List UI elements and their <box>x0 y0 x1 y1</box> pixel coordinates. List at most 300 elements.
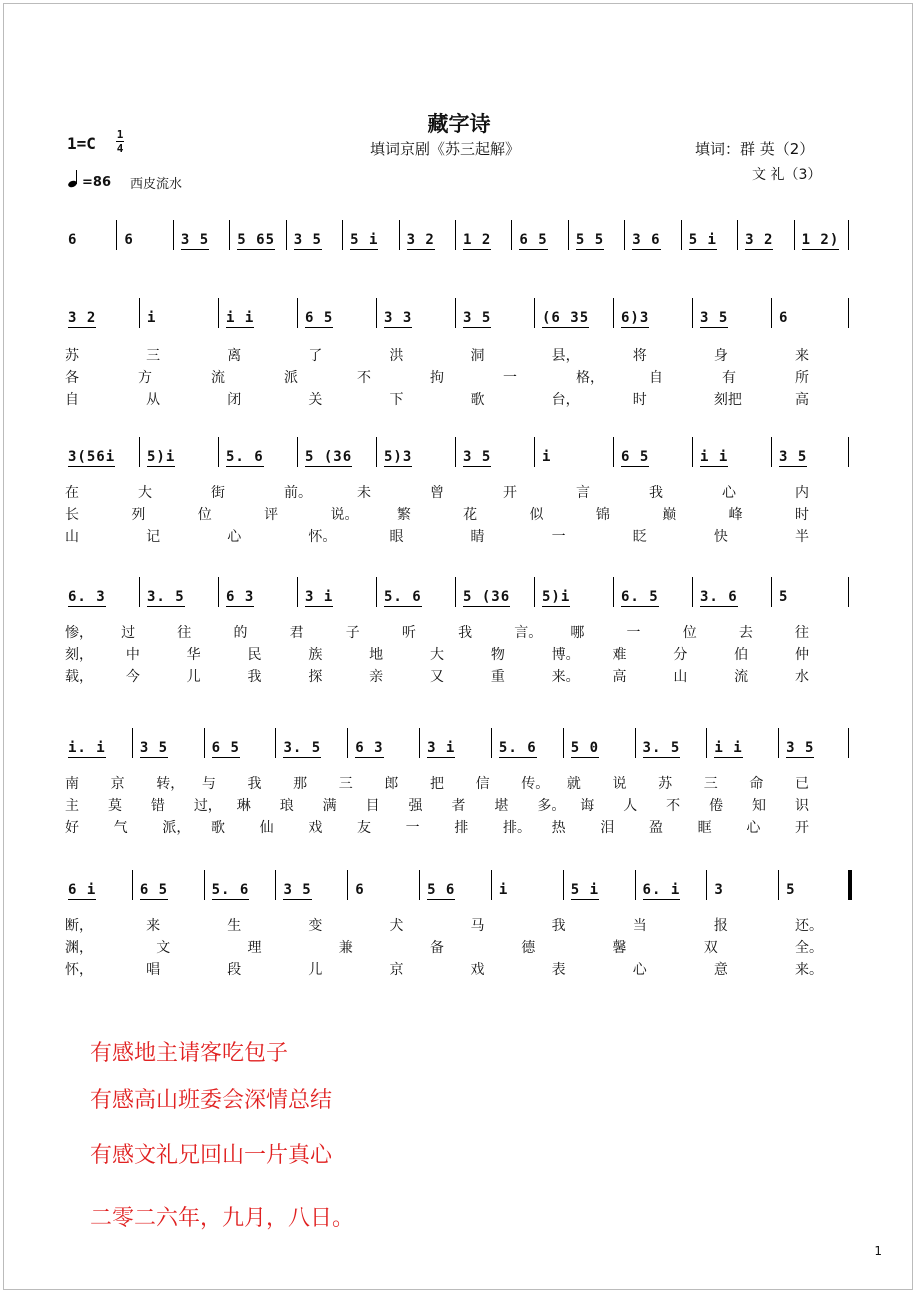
lyric-line <box>65 937 855 957</box>
lyric-syllable: 京 <box>389 962 404 978</box>
lyric-syllable: 眼 <box>389 529 404 545</box>
barline <box>771 437 772 467</box>
lyric-syllable: 难 <box>612 647 627 663</box>
measure-notes: 5)i <box>542 589 571 605</box>
measure-notes: 6 <box>779 310 789 326</box>
lyric-syllable: 者 <box>451 798 466 814</box>
lyric-syllable: 位 <box>197 507 212 523</box>
measure-notes: 5 <box>786 882 796 898</box>
lyric-syllable: 我 <box>247 776 262 792</box>
barline <box>347 870 348 900</box>
lyric-syllable: 族 <box>308 647 323 663</box>
lyric-syllable: 的 <box>233 625 248 641</box>
lyric-syllable: 过 <box>121 625 136 641</box>
lyric-syllable: 时 <box>632 392 647 408</box>
lyric-line <box>65 915 855 935</box>
barline <box>342 220 343 250</box>
lyric-syllable: 传。 <box>521 776 550 792</box>
lyric-syllable: 热 <box>551 820 566 836</box>
lyric-syllable: 已 <box>795 776 809 792</box>
lyric-line <box>65 345 855 365</box>
lyric-line <box>65 482 855 502</box>
measure-notes: 5)i <box>147 449 176 465</box>
lyric-syllable: 怀。 <box>308 529 337 545</box>
lyric-syllable: 位 <box>682 625 697 641</box>
lyric-syllable: 德 <box>521 940 536 956</box>
lyric-syllable: 洪 <box>389 348 404 364</box>
lyric-syllable: 文 <box>156 940 171 956</box>
lyric-syllable: 信 <box>475 776 490 792</box>
measure-notes: 6 <box>124 232 134 248</box>
lyric-syllable: 地 <box>369 647 384 663</box>
lyric-syllable: 多。 <box>537 798 566 814</box>
time-signature <box>116 129 124 154</box>
measure-notes: i <box>147 310 157 326</box>
measure-notes: 6 5 <box>139 882 169 898</box>
measure-notes: 6 <box>68 232 78 248</box>
lyric-syllable: 来 <box>795 348 809 364</box>
lyric-syllable: 曾 <box>430 485 444 501</box>
lyric-syllable: 一 <box>503 370 517 386</box>
lyric-syllable: 三 <box>146 348 161 364</box>
lyric-line <box>65 622 855 642</box>
lyric-syllable: 怀， <box>65 962 93 978</box>
barline <box>297 298 298 328</box>
barline <box>848 437 849 467</box>
lyric-syllable: 琳 <box>236 798 251 814</box>
lyric-syllable: 命 <box>749 776 764 792</box>
lyric-syllable: 全。 <box>795 940 823 956</box>
barline <box>778 728 779 758</box>
measure-notes: (6 35 <box>542 310 590 326</box>
lyric-syllable: 儿 <box>186 669 201 685</box>
lyric-syllable: 山 <box>673 669 688 685</box>
measure-notes: 3. 5 <box>147 589 185 605</box>
tempo-marking <box>68 170 111 190</box>
barline <box>347 728 348 758</box>
annotation-3: 有感文礼兄回山一片真心 <box>90 1143 333 1168</box>
lyric-syllable: 主 <box>65 798 79 814</box>
lyric-syllable: 高 <box>612 669 627 685</box>
lyric-syllable: 子 <box>345 625 360 641</box>
lyric-syllable: 物 <box>490 647 505 663</box>
measure-notes: 3 i <box>427 740 456 756</box>
lyric-syllable: 仙 <box>259 820 274 836</box>
song-subtitle: 填词京剧《苏三起解》 <box>370 140 521 158</box>
lyric-syllable: 心 <box>227 529 242 545</box>
lyric-syllable: 歌 <box>470 392 485 408</box>
lyric-syllable: 表 <box>551 962 566 978</box>
lyric-syllable: 那 <box>293 776 308 792</box>
lyric-syllable: 在 <box>65 485 79 501</box>
lyric-line <box>65 644 855 664</box>
measure-notes: 3 2 <box>406 232 435 248</box>
barline <box>173 220 174 250</box>
lyric-syllable: 把 <box>430 776 444 792</box>
lyric-syllable: 快 <box>713 529 728 545</box>
lyric-syllable: 过， <box>193 798 222 814</box>
lyric-syllable: 排。 <box>503 820 531 836</box>
barline <box>534 577 535 607</box>
barline <box>399 220 400 250</box>
barline <box>455 577 456 607</box>
lyric-syllable: 犬 <box>389 918 404 934</box>
barline <box>139 577 140 607</box>
measure-notes: 1 2 <box>463 232 492 248</box>
lyric-syllable: 眶 <box>697 820 712 836</box>
lyric-syllable: 中 <box>125 647 140 663</box>
measure-notes: 5)3 <box>384 449 413 465</box>
measure-notes: 5 0 <box>570 740 600 756</box>
lyricist-line-2: 文 礼（3） <box>752 167 822 183</box>
barline <box>848 220 849 250</box>
barline <box>563 870 564 900</box>
barline <box>376 577 377 607</box>
lyric-syllable: 分 <box>673 647 688 663</box>
lyric-syllable: 诲 <box>580 798 595 814</box>
measure-notes: 6 <box>355 882 365 898</box>
measure-notes: 5 i <box>688 232 717 248</box>
barline <box>139 298 140 328</box>
measure-notes: 5 5 <box>575 232 605 248</box>
lyric-syllable: 渊， <box>65 940 93 956</box>
lyric-syllable: 今 <box>125 669 140 685</box>
measure-notes: 6 i <box>68 882 97 898</box>
lyric-syllable: 盈 <box>649 820 663 836</box>
lyric-syllable: 歌 <box>211 820 225 836</box>
barline <box>692 437 693 467</box>
lyric-syllable: 戏 <box>308 820 323 836</box>
lyric-syllable: 了 <box>308 348 323 364</box>
measure-notes: 3 2 <box>68 310 97 326</box>
barline <box>737 220 738 250</box>
barline <box>297 577 298 607</box>
lyric-syllable: 堪 <box>494 798 509 814</box>
lyric-syllable: 派， <box>162 820 191 836</box>
barline <box>624 220 625 250</box>
lyric-syllable: 一 <box>405 820 420 836</box>
lyric-syllable: 又 <box>430 669 444 685</box>
measure-notes: 3. 5 <box>642 740 681 756</box>
measure-notes: 5. 6 <box>384 589 422 605</box>
lyric-line <box>65 959 855 979</box>
quarter-note-icon <box>68 170 82 188</box>
lyric-syllable: 生 <box>227 918 242 934</box>
barline <box>419 870 420 900</box>
page-number: 1 <box>874 1244 882 1258</box>
lyric-syllable: 刻把 <box>713 392 742 408</box>
lyric-syllable: 京 <box>110 776 125 792</box>
lyric-syllable: 格， <box>576 370 604 386</box>
barline <box>218 437 219 467</box>
lyric-syllable: 理 <box>247 940 262 956</box>
measure-notes: 3 i <box>305 589 334 605</box>
lyric-syllable: 台， <box>551 392 580 408</box>
measure-notes: 3 5 <box>293 232 322 248</box>
barline <box>534 298 535 328</box>
lyric-syllable: 流 <box>211 370 225 386</box>
measure-notes: 3 5 <box>779 449 808 465</box>
lyric-syllable: 锦 <box>595 507 610 523</box>
lyric-syllable: 倦 <box>709 798 724 814</box>
lyric-syllable: 说。 <box>330 507 359 523</box>
barline <box>275 728 276 758</box>
lyric-syllable: 双 <box>703 940 718 956</box>
measure-notes: 3 6 <box>632 232 661 248</box>
lyric-syllable: 将 <box>632 348 647 364</box>
lyric-syllable: 往 <box>795 625 809 641</box>
lyric-syllable: 言 <box>576 485 590 501</box>
measure-notes: 5 (36 <box>305 449 353 465</box>
meter-top: 1 <box>116 128 124 141</box>
lyric-syllable: 马 <box>470 918 485 934</box>
measure-notes: 5 6 <box>427 882 456 898</box>
annotation-4: 二零二六年，九月，八日。 <box>90 1206 355 1231</box>
lyric-syllable: 戏 <box>470 962 485 978</box>
lyric-syllable: 高 <box>795 392 809 408</box>
lyric-syllable: 断， <box>65 918 93 934</box>
barline <box>204 870 205 900</box>
barline <box>771 577 772 607</box>
lyric-syllable: 还。 <box>795 918 823 934</box>
measure-notes: 3 5 <box>180 232 210 248</box>
lyric-syllable: 一 <box>551 529 566 545</box>
lyric-syllable: 来。 <box>795 962 823 978</box>
lyric-syllable: 目 <box>365 798 380 814</box>
lyric-syllable: 街 <box>211 485 225 501</box>
measure-notes: 5. 6 <box>498 740 537 756</box>
barline <box>692 577 693 607</box>
barline <box>455 298 456 328</box>
lyric-syllable: 人 <box>623 798 638 814</box>
lyric-syllable: 关 <box>308 392 323 408</box>
lyric-syllable: 身 <box>713 348 728 364</box>
barline <box>613 437 614 467</box>
lyric-syllable: 睛 <box>470 529 485 545</box>
lyric-syllable: 与 <box>201 776 216 792</box>
lyric-syllable: 报 <box>713 918 728 934</box>
barline <box>132 728 133 758</box>
measure-notes: 3 5 <box>283 882 312 898</box>
barline <box>635 870 636 900</box>
barline <box>706 870 707 900</box>
annotation-1: 有感地主请客吃包子 <box>90 1041 289 1066</box>
barline <box>794 220 795 250</box>
lyric-syllable: 琅 <box>279 798 294 814</box>
lyric-syllable: 儿 <box>308 962 323 978</box>
lyric-syllable: 当 <box>632 918 647 934</box>
barline <box>218 298 219 328</box>
lyric-syllable: 错 <box>150 798 165 814</box>
barline <box>491 728 492 758</box>
lyric-syllable: 南 <box>65 776 79 792</box>
barline <box>229 220 230 250</box>
measure-notes: 3 <box>714 882 724 898</box>
measure-notes: 3(56i <box>68 449 116 465</box>
barline <box>681 220 682 250</box>
lyric-syllable: 似 <box>529 507 544 523</box>
measure-notes: i i <box>714 740 743 756</box>
barline <box>132 870 133 900</box>
lyric-syllable: 伯 <box>734 647 749 663</box>
barline <box>455 437 456 467</box>
lyric-syllable: 兼 <box>338 940 353 956</box>
lyric-syllable: 我 <box>458 625 473 641</box>
lyric-syllable: 言。 <box>514 625 543 641</box>
lyric-syllable: 自 <box>649 370 663 386</box>
lyric-syllable: 仲 <box>795 647 809 663</box>
measure-notes: 3 2 <box>745 232 774 248</box>
lyric-syllable: 自 <box>65 392 79 408</box>
lyric-syllable: 哪 <box>570 625 585 641</box>
lyric-syllable: 繁 <box>396 507 411 523</box>
lyric-syllable: 好 <box>65 820 79 836</box>
barline <box>297 437 298 467</box>
lyric-syllable: 强 <box>408 798 423 814</box>
lyric-line <box>65 773 855 793</box>
lyric-syllable: 县， <box>551 348 580 364</box>
barline <box>563 728 564 758</box>
barline <box>635 728 636 758</box>
lyric-syllable: 各 <box>65 370 79 386</box>
lyric-syllable: 有 <box>722 370 736 386</box>
style-marking: 西皮流水 <box>130 177 183 192</box>
lyric-syllable: 来。 <box>551 669 580 685</box>
lyric-syllable: 离 <box>227 348 242 364</box>
measure-notes: 6)3 <box>621 310 650 326</box>
lyric-line <box>65 504 855 524</box>
measure-notes: 1 2) <box>801 232 840 248</box>
barline <box>511 220 512 250</box>
lyric-syllable: 半 <box>795 529 809 545</box>
lyric-syllable: 前。 <box>284 485 312 501</box>
final-barline <box>848 870 852 900</box>
measure-notes: 5. 6 <box>226 449 264 465</box>
measure-notes: 3 5 <box>139 740 169 756</box>
lyric-syllable: 亲 <box>369 669 384 685</box>
lyric-syllable: 列 <box>131 507 146 523</box>
key-signature: 1=C <box>67 134 96 153</box>
lyric-syllable: 流 <box>734 669 749 685</box>
lyric-syllable: 大 <box>430 647 444 663</box>
lyric-syllable: 排 <box>454 820 469 836</box>
lyric-syllable: 心 <box>746 820 761 836</box>
lyric-line <box>65 367 855 387</box>
measure-notes: 6 5 <box>305 310 334 326</box>
measure-notes: i. i <box>68 740 106 756</box>
lyric-syllable: 备 <box>430 940 444 956</box>
lyric-syllable: 唱 <box>146 962 161 978</box>
measure-notes: 3 5 <box>463 449 492 465</box>
lyric-syllable: 就 <box>566 776 581 792</box>
lyric-syllable: 开 <box>503 485 517 501</box>
lyric-line <box>65 389 855 409</box>
lyric-syllable: 气 <box>113 820 128 836</box>
staff-row <box>60 220 855 290</box>
lyric-syllable: 大 <box>138 485 152 501</box>
measure-notes: 5 <box>779 589 789 605</box>
measure-notes: 6 5 <box>211 740 240 756</box>
lyric-syllable: 记 <box>146 529 161 545</box>
measure-notes: 5 i <box>570 882 600 898</box>
measure-notes: 6 3 <box>226 589 255 605</box>
barline <box>692 298 693 328</box>
lyric-syllable: 评 <box>264 507 279 523</box>
lyric-syllable: 派 <box>284 370 298 386</box>
lyric-syllable: 博。 <box>551 647 580 663</box>
lyric-syllable: 山 <box>65 529 79 545</box>
annotation-2: 有感高山班委会深情总结 <box>90 1088 333 1113</box>
barline <box>218 577 219 607</box>
lyric-syllable: 三 <box>703 776 718 792</box>
lyric-syllable: 识 <box>795 798 809 814</box>
lyric-syllable: 探 <box>308 669 323 685</box>
lyric-syllable: 泪 <box>600 820 615 836</box>
lyric-syllable: 民 <box>247 647 262 663</box>
lyric-syllable: 方 <box>138 370 152 386</box>
barline <box>204 728 205 758</box>
lyric-syllable: 段 <box>227 962 242 978</box>
lyric-syllable: 眨 <box>632 529 647 545</box>
barline <box>568 220 569 250</box>
lyric-syllable: 友 <box>357 820 371 836</box>
measure-notes: 5 65 <box>237 232 275 248</box>
lyric-syllable: 刻， <box>65 647 93 663</box>
lyric-syllable: 往 <box>177 625 192 641</box>
lyric-syllable: 我 <box>551 918 566 934</box>
lyric-syllable: 我 <box>649 485 663 501</box>
lyric-syllable: 重 <box>490 669 505 685</box>
lyric-syllable: 洞 <box>470 348 485 364</box>
lyric-syllable: 时 <box>795 507 809 523</box>
lyric-syllable: 变 <box>308 918 323 934</box>
lyric-syllable: 不 <box>357 370 371 386</box>
song-title: 藏字诗 <box>427 112 491 136</box>
lyric-syllable: 长 <box>65 507 79 523</box>
barline <box>139 437 140 467</box>
barline <box>706 728 707 758</box>
lyric-syllable: 心 <box>722 485 736 501</box>
measure-notes: 3 5 <box>700 310 729 326</box>
measure-notes: 6. 5 <box>621 589 659 605</box>
lyric-syllable: 闭 <box>227 392 242 408</box>
measure-notes: 3. 6 <box>700 589 738 605</box>
lyric-syllable: 峰 <box>728 507 743 523</box>
barline <box>419 728 420 758</box>
lyric-syllable: 莫 <box>107 798 122 814</box>
barline <box>286 220 287 250</box>
barline <box>116 220 117 250</box>
measure-notes: 5. 6 <box>211 882 250 898</box>
measure-notes: 6. 3 <box>68 589 106 605</box>
lyric-syllable: 下 <box>389 392 404 408</box>
barline <box>275 870 276 900</box>
tempo-value: =86 <box>82 175 111 190</box>
measure-notes: 3 5 <box>786 740 815 756</box>
lyric-syllable: 知 <box>752 798 767 814</box>
barline <box>613 577 614 607</box>
lyric-syllable: 所 <box>795 370 809 386</box>
lyric-syllable: 我 <box>247 669 262 685</box>
barline <box>848 728 849 758</box>
measure-notes: 6 5 <box>621 449 650 465</box>
lyric-syllable: 三 <box>338 776 353 792</box>
lyric-line <box>65 526 855 546</box>
barline <box>848 298 849 328</box>
barline <box>376 437 377 467</box>
lyric-syllable: 花 <box>463 507 478 523</box>
lyric-syllable: 去 <box>738 625 753 641</box>
